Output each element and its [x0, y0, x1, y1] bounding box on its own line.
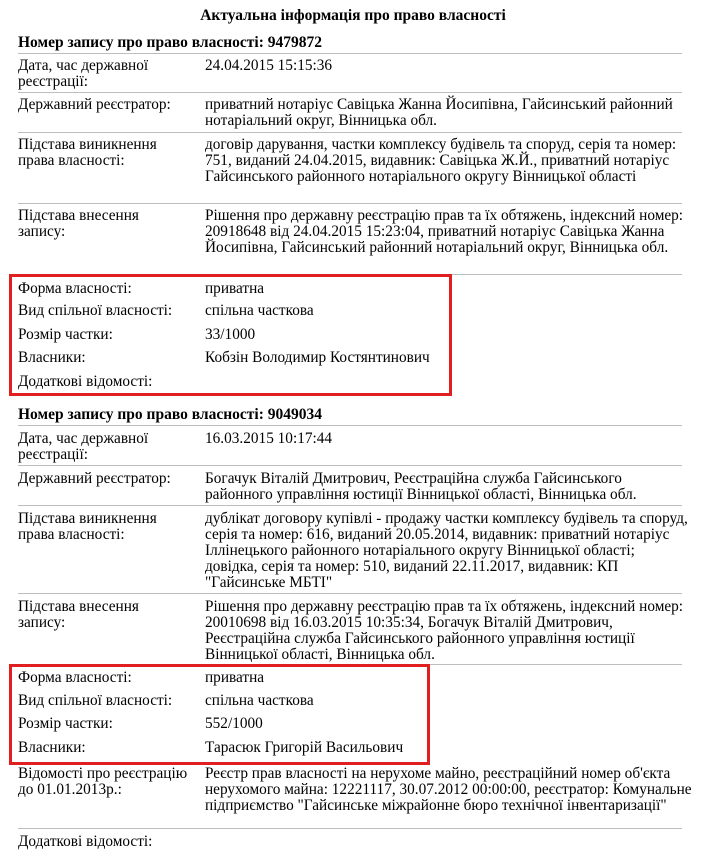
row-label: Власники:: [18, 349, 86, 366]
row-value: приватна: [205, 280, 265, 297]
divider: [18, 203, 682, 204]
row-label: Вид спільної власності:: [18, 692, 173, 709]
row-value: Реєстр прав власності на нерухоме майно, реєстраційний номер об'єкта нерухомого майна: 12221117, 30.07.2012 00:00:00, реєстратор: Комунальне підприємство "Гайсинське міжрайонне бюро технічної інвентаризації": [205, 765, 692, 814]
row-value: 33/1000: [205, 326, 256, 343]
row-value: спільна часткова: [205, 692, 314, 709]
record-header: Номер запису про право власності: 9049034: [18, 406, 323, 423]
row-value: 552/1000: [205, 715, 263, 732]
page-title: Актуальна інформація про право власності: [200, 7, 506, 24]
row-label: Власники:: [18, 739, 86, 756]
record-header: Номер запису про право власності: 9479872: [18, 34, 323, 51]
row-value: спільна часткова: [205, 302, 314, 319]
row-label: Розмір частки:: [18, 326, 113, 343]
row-label: Державний реєстратор:: [18, 96, 171, 113]
row-value: Рішення про державну реєстрацію прав та їх обтяжень, індексний номер: 20918648 від 24.04.2015 15:23:04, приватний нотаріус Савіцька Жанна Йосипівна, Гайсинський районний нотаріальний округ, Вінницька обл.: [205, 207, 684, 256]
row-label: Підстава внесення запису:: [18, 207, 139, 240]
row-label: Додаткові відомості:: [18, 833, 153, 850]
row-value: 24.04.2015 15:15:36: [205, 57, 333, 74]
row-label: Форма власності:: [18, 280, 132, 297]
divider: [18, 425, 682, 426]
row-label: Вид спільної власності:: [18, 302, 173, 319]
row-value: дублікат договору купівлі - продажу частки комплексу будівель та споруд, серія та номер: 616, виданий 20.05.2014, видавник: приватний нотаріус Іллінецького районного нотаріального округу Вінницької області; довідка, серія та номер: 510, виданий 22.11.2017, видавник: КП "Гайсинське МБТІ": [205, 510, 688, 591]
row-value: Тарасюк Григорій Васильович: [205, 739, 404, 756]
highlight-box: [9, 664, 430, 765]
row-label: Підстава виникнення права власності:: [18, 510, 157, 543]
highlight-box: [9, 274, 452, 396]
divider: [18, 132, 682, 133]
divider: [18, 505, 682, 506]
row-value: договір дарування, частки комплексу будівель та споруд, серія та номер: 751, виданий 24.04.2015, видавник: Савіцька Ж.Й., приватний нотаріус Гайсинського районного нотаріального округу Вінницької області: [205, 136, 677, 185]
row-value: Рішення про державну реєстрацію прав та їх обтяжень, індексний номер: 20010698 від 16.03.2015 10:35:34, Богачук Віталій Дмитрович, Реєстраційна служба Гайсинського районного управління юстиції Вінницької області, Вінницька обл.: [205, 598, 684, 663]
row-label: Розмір частки:: [18, 715, 113, 732]
divider: [18, 53, 682, 54]
divider: [18, 92, 682, 93]
row-label: Відомості про реєстрацію до 01.01.2013р.:: [18, 765, 188, 798]
row-label: Дата, час державної реєстрації:: [18, 430, 149, 463]
row-label: Форма власності:: [18, 669, 132, 686]
divider: [18, 465, 682, 466]
row-value: Богачук Віталій Дмитрович, Реєстраційна служба Гайсинського районного управління юстиції Вінницької області, Вінницька обл.: [205, 470, 637, 503]
row-value: приватна: [205, 669, 265, 686]
divider: [18, 828, 682, 829]
row-value: приватний нотаріус Савіцька Жанна Йосипівна, Гайсинський районний нотаріальний округ, Вінницька обл.: [205, 96, 673, 129]
row-label: Додаткові відомості:: [18, 373, 153, 390]
row-label: Державний реєстратор:: [18, 470, 171, 487]
row-value: Кобзін Володимир Костянтинович: [205, 349, 430, 366]
row-value: 16.03.2015 10:17:44: [205, 430, 333, 447]
divider: [18, 593, 682, 594]
row-label: Дата, час державної реєстрації:: [18, 57, 149, 90]
row-label: Підстава виникнення права власності:: [18, 136, 157, 169]
row-label: Підстава внесення запису:: [18, 598, 139, 631]
